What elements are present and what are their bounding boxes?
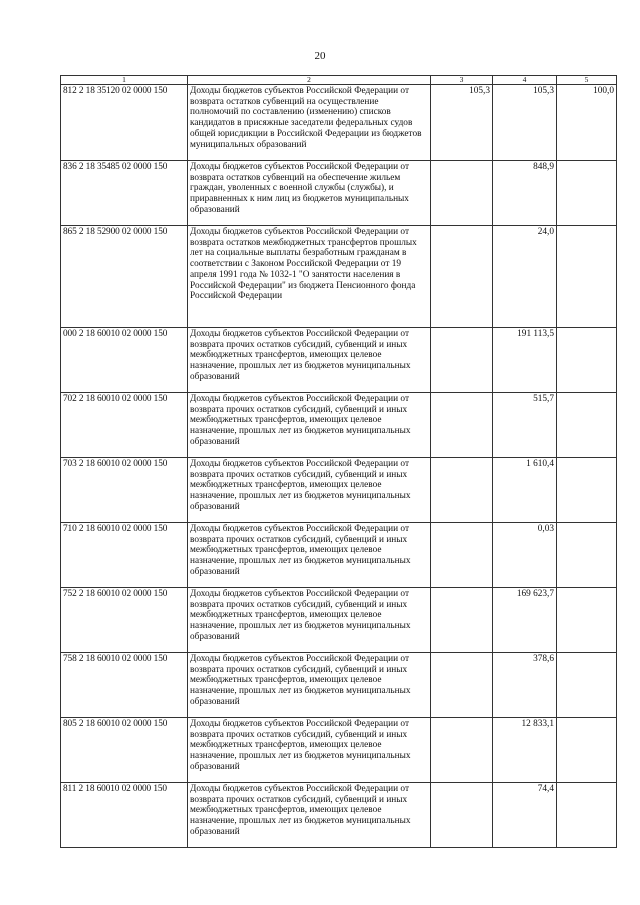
column-3-value <box>431 588 493 653</box>
table-row <box>61 161 617 226</box>
table-row <box>61 588 617 653</box>
description-cell: Доходы бюджетов субъектов Российской Федерации от возврата остатков субвенций на осуществление полномочий по составлению (изменению) списков кандидатов в присяжные заседатели федеральных судов общей юрисдикции в Российской Федерации из бюджетов муниципальных образований <box>188 85 431 161</box>
column-5-value <box>557 718 617 783</box>
budget-code-cell: 865 2 18 52900 02 0000 150 <box>61 226 188 328</box>
budget-code-cell: 812 2 18 35120 02 0000 150 <box>61 85 188 161</box>
table-row <box>61 393 617 458</box>
budget-code-cell: 702 2 18 60010 02 0000 150 <box>61 393 188 458</box>
column-5-value <box>557 226 617 328</box>
column-number-4: 4 <box>493 76 557 85</box>
column-4-value: 191 113,5 <box>493 328 557 393</box>
column-3-value <box>431 328 493 393</box>
description-cell: Доходы бюджетов субъектов Российской Федерации от возврата остатков субвенций на обеспечение жильем граждан, уволенных с военной службы (службы), и приравненных к ним лиц из бюджетов муниципальных образований <box>188 161 431 226</box>
table-row <box>61 328 617 393</box>
column-number-row <box>61 76 617 85</box>
table-row <box>61 458 617 523</box>
column-3-value <box>431 653 493 718</box>
description-cell: Доходы бюджетов субъектов Российской Федерации от возврата прочих остатков субсидий, субвенций и иных межбюджетных трансфертов, имеющих целевое назначение, прошлых лет из бюджетов муниципальных образований <box>188 718 431 783</box>
table-row <box>61 85 617 161</box>
page-number: 20 <box>314 50 326 62</box>
description-cell: Доходы бюджетов субъектов Российской Федерации от возврата остатков межбюджетных трансфертов прошлых лет на социальные выплаты безработным гражданам в соответствии с Законом Российской Федерации от 19 апреля 1991 года № 1032-1 "О занятости населения в Российской Федерации" из бюджета Пенсионного фонда Российской Федерации <box>188 226 431 328</box>
description-cell: Доходы бюджетов субъектов Российской Федерации от возврата прочих остатков субсидий, субвенций и иных межбюджетных трансфертов, имеющих целевое назначение, прошлых лет из бюджетов муниципальных образований <box>188 458 431 523</box>
column-4-value: 169 623,7 <box>493 588 557 653</box>
column-5-value <box>557 783 617 848</box>
column-5-value <box>557 523 617 588</box>
table-row <box>61 718 617 783</box>
column-3-value <box>431 161 493 226</box>
budget-code-cell: 758 2 18 60010 02 0000 150 <box>61 653 188 718</box>
budget-code-cell: 703 2 18 60010 02 0000 150 <box>61 458 188 523</box>
column-5-value <box>557 458 617 523</box>
description-cell: Доходы бюджетов субъектов Российской Федерации от возврата прочих остатков субсидий, субвенций и иных межбюджетных трансфертов, имеющих целевое назначение, прошлых лет из бюджетов муниципальных образований <box>188 393 431 458</box>
column-number-1: 1 <box>61 76 188 85</box>
description-cell: Доходы бюджетов субъектов Российской Федерации от возврата прочих остатков субсидий, субвенций и иных межбюджетных трансфертов, имеющих целевое назначение, прошлых лет из бюджетов муниципальных образований <box>188 588 431 653</box>
column-number-2: 2 <box>188 76 431 85</box>
column-4-value: 515,7 <box>493 393 557 458</box>
column-3-value <box>431 783 493 848</box>
column-5-value <box>557 588 617 653</box>
column-5-value <box>557 653 617 718</box>
table-row <box>61 226 617 328</box>
column-4-value: 24,0 <box>493 226 557 328</box>
column-4-value: 0,03 <box>493 523 557 588</box>
table-row <box>61 783 617 848</box>
column-5-value: 100,0 <box>557 85 617 161</box>
column-4-value: 105,3 <box>493 85 557 161</box>
column-number-5: 5 <box>557 76 617 85</box>
table-row <box>61 653 617 718</box>
budget-code-cell: 710 2 18 60010 02 0000 150 <box>61 523 188 588</box>
column-number-3: 3 <box>431 76 493 85</box>
column-3-value <box>431 718 493 783</box>
description-cell: Доходы бюджетов субъектов Российской Федерации от возврата прочих остатков субсидий, субвенций и иных межбюджетных трансфертов, имеющих целевое назначение, прошлых лет из бюджетов муниципальных образований <box>188 328 431 393</box>
budget-code-cell: 811 2 18 60010 02 0000 150 <box>61 783 188 848</box>
column-4-value: 74,4 <box>493 783 557 848</box>
budget-code-cell: 805 2 18 60010 02 0000 150 <box>61 718 188 783</box>
column-4-value: 1 610,4 <box>493 458 557 523</box>
budget-code-cell: 000 2 18 60010 02 0000 150 <box>61 328 188 393</box>
column-4-value: 378,6 <box>493 653 557 718</box>
column-3-value <box>431 226 493 328</box>
column-5-value <box>557 393 617 458</box>
table-row <box>61 523 617 588</box>
column-4-value: 848,9 <box>493 161 557 226</box>
column-3-value: 105,3 <box>431 85 493 161</box>
budget-code-cell: 752 2 18 60010 02 0000 150 <box>61 588 188 653</box>
description-cell: Доходы бюджетов субъектов Российской Федерации от возврата прочих остатков субсидий, субвенций и иных межбюджетных трансфертов, имеющих целевое назначение, прошлых лет из бюджетов муниципальных образований <box>188 783 431 848</box>
column-3-value <box>431 458 493 523</box>
column-5-value <box>557 161 617 226</box>
budget-code-cell: 836 2 18 35485 02 0000 150 <box>61 161 188 226</box>
column-3-value <box>431 393 493 458</box>
column-5-value <box>557 328 617 393</box>
column-4-value: 12 833,1 <box>493 718 557 783</box>
column-3-value <box>431 523 493 588</box>
description-cell: Доходы бюджетов субъектов Российской Федерации от возврата прочих остатков субсидий, субвенций и иных межбюджетных трансфертов, имеющих целевое назначение, прошлых лет из бюджетов муниципальных образований <box>188 523 431 588</box>
description-cell: Доходы бюджетов субъектов Российской Федерации от возврата прочих остатков субсидий, субвенций и иных межбюджетных трансфертов, имеющих целевое назначение, прошлых лет из бюджетов муниципальных образований <box>188 653 431 718</box>
budget-revenue-table <box>60 75 617 848</box>
